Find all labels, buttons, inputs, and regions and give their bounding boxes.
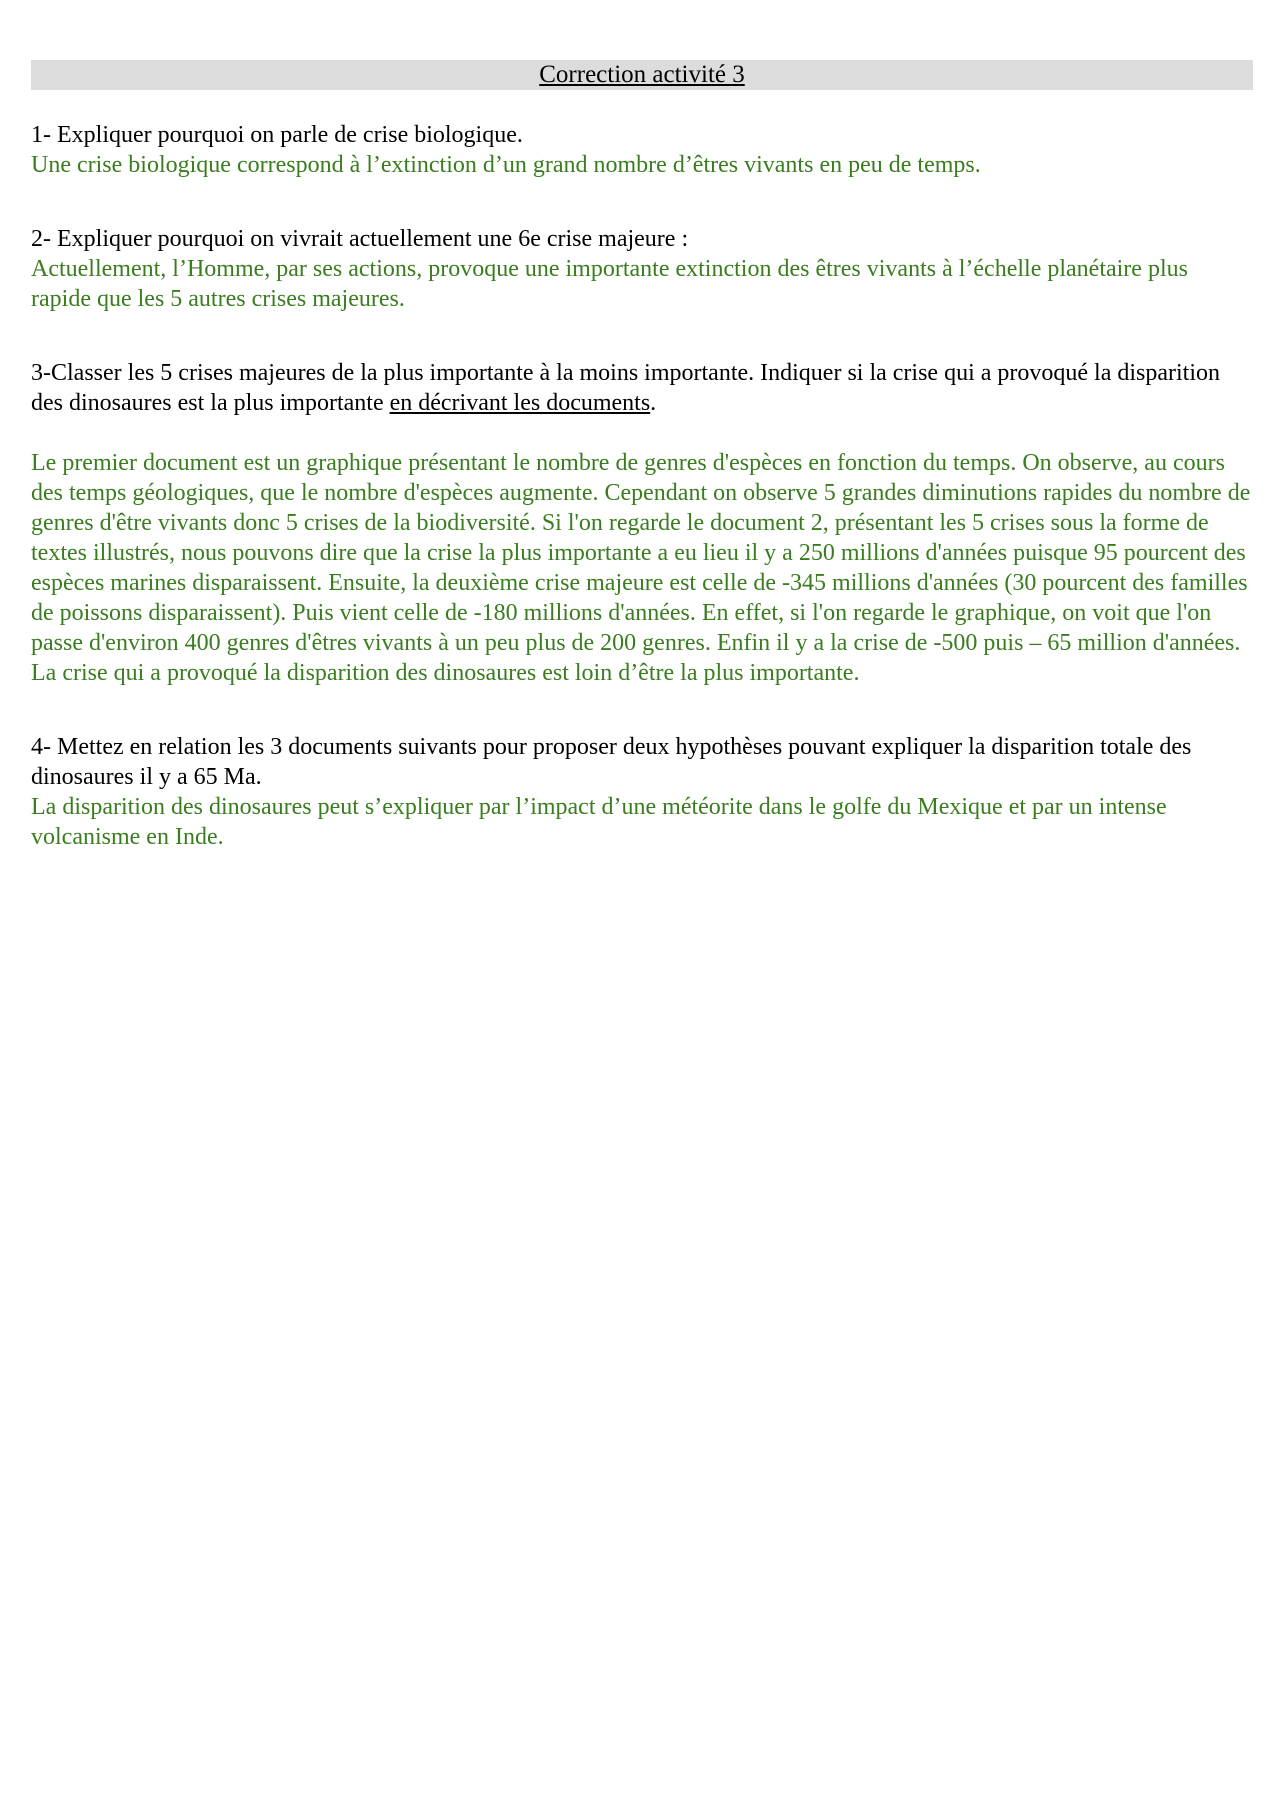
answer-3: Le premier document est un graphique présentant le nombre de genres d'espèces en fonction du temps. On observe, au cours des temps géologiques, que le nombre d'espèces augmente. Cependant on observe 5 grandes diminutions rapides du nombre de genres d'être vivants donc 5 crises de la biodiversité. Si l'on regarde le document 2, présentant les 5 crises sous la forme de textes illustrés, nous pouvons dire que la crise la plus importante a eu lieu il y a 250 millions d'années puisque 95 pourcent des espèces marines disparaissent. Ensuite, la deuxième crise majeure est celle de -345 millions d'années (30 pourcent des familles de poissons disparaissent). Puis vient celle de -180 millions d'années. En effet, si l'on regarde le graphique, on voit que l'on passe d'environ 400 genres d'êtres vivants à un peu plus de 200 genres. Enfin il y a la crise de -500 puis – 65 million d'années. La crise qui a provoqué la disparition des dinosaures est loin d’être la plus importante. xyxy=(31,450,1251,686)
question-2: 2- Expliquer pourquoi on vivrait actuellement une 6e crise majeure : xyxy=(31,226,689,252)
question-3-text: 3-Classer les 5 crises majeures de la plus importante à la moins importante. Indiquer si la crise qui a provoqué la disparition des dinosaures est la plus importante xyxy=(31,360,1221,416)
question-3 xyxy=(31,358,1253,418)
page-title: Correction activité 3 xyxy=(539,61,745,88)
section-4 xyxy=(31,732,1253,852)
question-4: 4- Mettez en relation les 3 documents suivants pour proposer deux hypothèses pouvant expliquer la disparition totale des dinosaures il y a 65 Ma. xyxy=(31,734,1192,790)
section-1 xyxy=(31,120,1253,180)
answer-2: Actuellement, l’Homme, par ses actions, provoque une importante extinction des êtres vivants à l’échelle planétaire plus rapide que les 5 autres crises majeures. xyxy=(31,256,1188,312)
answer-1: Une crise biologique correspond à l’extinction d’un grand nombre d’êtres vivants en peu de temps. xyxy=(31,152,981,178)
question-1: 1- Expliquer pourquoi on parle de crise biologique. xyxy=(31,122,523,148)
answer-4: La disparition des dinosaures peut s’expliquer par l’impact d’une météorite dans le golfe du Mexique et par un intense volcanisme en Inde. xyxy=(31,794,1167,850)
title-bar xyxy=(31,60,1253,90)
question-3-underlined: en décrivant les documents xyxy=(389,390,651,416)
section-2 xyxy=(31,224,1253,314)
question-3-end: . xyxy=(650,390,657,416)
section-3 xyxy=(31,358,1253,688)
document-page xyxy=(31,60,1253,852)
